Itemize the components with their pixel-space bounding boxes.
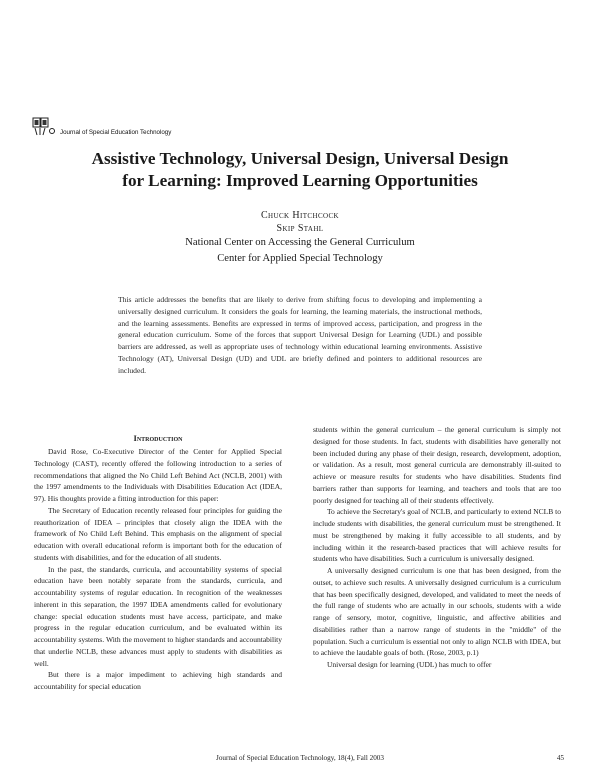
title-line-1: Assistive Technology, Universal Design, Universal Design xyxy=(91,149,509,168)
journal-logo-icon xyxy=(32,116,58,136)
paragraph: To achieve the Secretary's goal of NCLB, and particularly to extend NCLB to include students with disabilities, the general curriculum must be strengthened. It must be strengthened by making it fully accessible to all students, and by including within it the research-based practices that will achieve results for students who have disabilities. Such a curriculum is universally designed. xyxy=(313,507,561,564)
paragraph: Universal design for learning (UDL) has much to offer xyxy=(327,660,492,669)
affiliation: National Center on Accessing the General Curriculum xyxy=(185,237,415,248)
journal-header xyxy=(32,116,171,136)
abstract: This article addresses the benefits that are likely to derive from shifting focus to developing and implementing a universally designed curriculum. It considers the goals for learning, the learning materials, the instructional methods, and the learning assessments. Benefits are expressed in terms of improved access, participation, and progress in the general education curriculum. Some of the forces that support Universal Design for Learning (UDL) and possible barriers are addressed, as well as appropriate uses of technology within educational learning environments. Assistive Technology (AT), Universal Design (UD) and UDL are briefly defined and pointers to additional resources are included. xyxy=(118,295,482,375)
left-column xyxy=(34,432,282,693)
paragraph: But there is a major impediment to achieving high standards and accountability for special education xyxy=(34,670,282,691)
affiliation: Center for Applied Special Technology xyxy=(217,253,383,264)
paragraph: The Secretary of Education recently released four principles for guiding the reauthorization of IDEA – principles that closely align the IDEA with the framework of No Child Left Behind. This emphasis on the alignment of special education with overall educational reform is important both for the education of students with disabilities, and for the education of all students. xyxy=(34,505,282,562)
title-line-2: for Learning: Improved Learning Opportunities xyxy=(122,171,478,190)
paragraph: students within the general curriculum – the general curriculum is simply not designed for those students. In fact, students with disabilities have generally not been included during any phase of their design, research, development, adoption, or validation. As a result, most general curricula are demonstrably ill-suited to achieve or measure results for students who have disabilities. Students find barriers rather than supports for learning, and teachers and tools that are too poorly designed for teaching all of their students effectively. xyxy=(313,425,561,505)
paragraph: In the past, the standards, curricula, and accountability systems of special education have been notably separate from the standards, curricula, and accountability systems of regular education. In recognition of the weaknesses inherent in this separation, the 1997 IDEA amendments called for evolutionary change: special education students must have access, participate, and make progress in the regular education curriculum, and be evaluated within its accountability systems. With the movement to higher standards and accountability that underlie NCLB, these advances must apply to students with disabilities as well. xyxy=(34,564,282,668)
page-number: 45 xyxy=(556,754,564,762)
author-name: Chuck Hitchcock xyxy=(260,210,339,221)
author-name: Skip Stahl xyxy=(276,223,324,234)
footer-citation: Journal of Special Education Technology, 18(4), Fall 2003 xyxy=(216,754,384,762)
paragraph: A universally designed curriculum is one that has been designed, from the outset, to achieve such results. A universally designed curriculum is a curriculum that has been specifically designed, developed, and validated to meet the needs of the full range of students who are actually in our schools, students with a wide range of sensory, motor, cognitive, linguistic, and affective abilities and disabilities rather than a narrow range of students in the "middle" of the population. Such a curriculum is essential not only to align NCLB with IDEA, but to achieve the laudable goals of both. (Rose, 2003, p.1) xyxy=(313,566,561,658)
article-title xyxy=(40,148,560,192)
section-heading: Introduction xyxy=(133,433,183,443)
journal-name: Journal of Special Education Technology xyxy=(60,128,172,136)
paragraph: David Rose, Co-Executive Director of the Center for Applied Special Technology (CAST), recently offered the following introduction to a series of recommendations that aligned the No Child Left Behind Act (NCLB, 2001) with the 1997 amendments to the Individuals with Disabilities Education Act (IDEA, 97). His thoughts provide a fitting introduction for this paper: xyxy=(34,447,282,503)
right-column xyxy=(313,424,561,671)
author-block xyxy=(40,209,560,267)
